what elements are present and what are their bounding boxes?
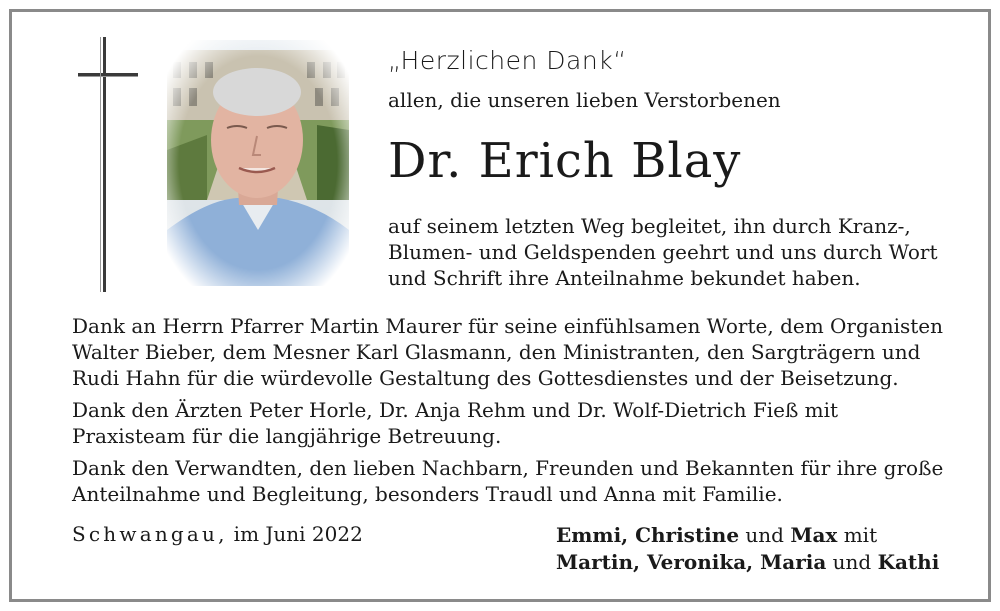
thanks-paragraph-clergy bbox=[72, 313, 972, 391]
thanks-section bbox=[72, 313, 972, 513]
tribute-text bbox=[388, 213, 968, 291]
heading-thanks: „Herzlichen Dank“ bbox=[388, 46, 627, 75]
paragraph-line: Walter Bieber, dem Mesner Karl Glasmann, den Ministranten, den Sargträgern und bbox=[72, 340, 921, 364]
thanks-paragraph-family bbox=[72, 455, 972, 507]
signature-line bbox=[556, 522, 939, 549]
paragraph-line: Dank den Ärzten Peter Horle, Dr. Anja Rehm und Dr. Wolf-Dietrich Fieß mit bbox=[72, 398, 839, 422]
date: im Juni 2022 bbox=[233, 522, 363, 546]
portrait-photo bbox=[167, 40, 349, 286]
paragraph-line: Praxisteam für die langjährige Betreuung. bbox=[72, 424, 502, 448]
tribute-line: und Schrift ihre Anteilnahme bekundet haben. bbox=[388, 266, 861, 290]
signature-names: Max bbox=[790, 523, 838, 547]
tribute-line: auf seinem letzten Weg begleitet, ihn durch Kranz-, bbox=[388, 214, 911, 238]
paragraph-line: Dank an Herrn Pfarrer Martin Maurer für seine einfühlsamen Worte, dem Organisten bbox=[72, 314, 944, 338]
signature-conjunction: und bbox=[826, 550, 878, 574]
signature-names: Martin, Veronika, Maria bbox=[556, 550, 827, 574]
signature-names: Kathi bbox=[877, 550, 940, 574]
place: Schwangau, bbox=[72, 522, 228, 546]
signature-line bbox=[556, 549, 939, 576]
place-date bbox=[72, 522, 363, 546]
signature-conjunction: und bbox=[739, 523, 791, 547]
latin-cross-icon bbox=[0, 0, 160, 300]
paragraph-line: Anteilnahme und Begleitung, besonders Traudl und Anna mit Familie. bbox=[72, 482, 783, 506]
tribute-line: Blumen- und Geldspenden geehrt und uns durch Wort bbox=[388, 240, 938, 264]
deceased-name: Dr. Erich Blay bbox=[388, 133, 742, 189]
paragraph-line: Rudi Hahn für die würdevolle Gestaltung des Gottesdienstes und der Beisetzung. bbox=[72, 366, 899, 390]
thanks-paragraph-doctors bbox=[72, 397, 972, 449]
intro-text: allen, die unseren lieben Verstorbenen bbox=[388, 88, 781, 112]
signature-names: Emmi, Christine bbox=[556, 523, 740, 547]
signature bbox=[556, 522, 939, 576]
paragraph-line: Dank den Verwandten, den lieben Nachbarn, Freunden und Bekannten für ihre große bbox=[72, 456, 944, 480]
signature-suffix: mit bbox=[837, 523, 878, 547]
